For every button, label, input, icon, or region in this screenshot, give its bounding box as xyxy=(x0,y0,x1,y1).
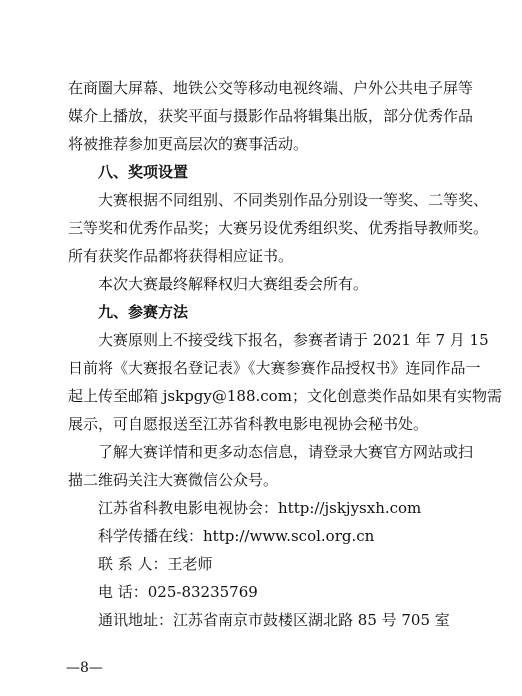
section-9-heading: 九、参赛方法 xyxy=(98,303,189,321)
section-8-heading: 八、奖项设置 xyxy=(98,163,189,181)
section-8-para1-line-1: 大赛根据不同组别、不同类别作品分别设一等奖、二等奖、 xyxy=(98,191,489,209)
page-number: —8— xyxy=(66,660,103,676)
section-8-para1-line-2: 三等奖和优秀作品奖；大赛另设优秀组织奖、优秀指导教师奖。 xyxy=(68,219,489,237)
contact-phone: 电 话：025-83235769 xyxy=(98,583,258,601)
award-text-line-1: 在商圈大屏幕、地铁公交等移动电视终端、户外公共电子屏等 xyxy=(68,79,474,97)
contact-address: 通讯地址：江苏省南京市鼓楼区湖北路 85 号 705 室 xyxy=(98,611,450,629)
section-8-para1-line-3: 所有获奖作品都将获得相应证书。 xyxy=(68,247,294,265)
section-9-para1-line-3: 起上传至邮箱 jskpgy@188.com；文化创意类作品如果有实物需 xyxy=(68,387,502,405)
award-text-line-3: 将被推荐参加更高层次的赛事活动。 xyxy=(68,135,309,153)
contact-person: 联 系 人：王老师 xyxy=(98,555,213,573)
section-9-para1-line-2: 日前将《大赛报名登记表》《大赛参赛作品授权书》连同作品一 xyxy=(68,359,481,377)
section-9-para2-line-2: 描二维码关注大赛微信公众号。 xyxy=(68,471,279,489)
contact-association-website: 江苏省科教电影电视协会：http://jskjysxh.com xyxy=(98,499,422,517)
section-8-para2: 本次大赛最终解释权归大赛组委会所有。 xyxy=(98,275,369,293)
award-text-line-2: 媒介上播放，获奖平面与摄影作品将辑集出版，部分优秀作品 xyxy=(68,107,474,125)
section-9-para2-line-1: 了解大赛详情和更多动态信息，请登录大赛官方网站或扫 xyxy=(98,443,474,461)
section-9-para1-line-1: 大赛原则上不接受线下报名，参赛者请于 2021 年 7 月 15 xyxy=(98,331,489,349)
section-9-para1-line-4: 展示，可自愿报送至江苏省科教电影电视协会秘书处。 xyxy=(68,415,429,433)
contact-science-online-website: 科学传播在线：http://www.scol.org.cn xyxy=(98,527,375,545)
